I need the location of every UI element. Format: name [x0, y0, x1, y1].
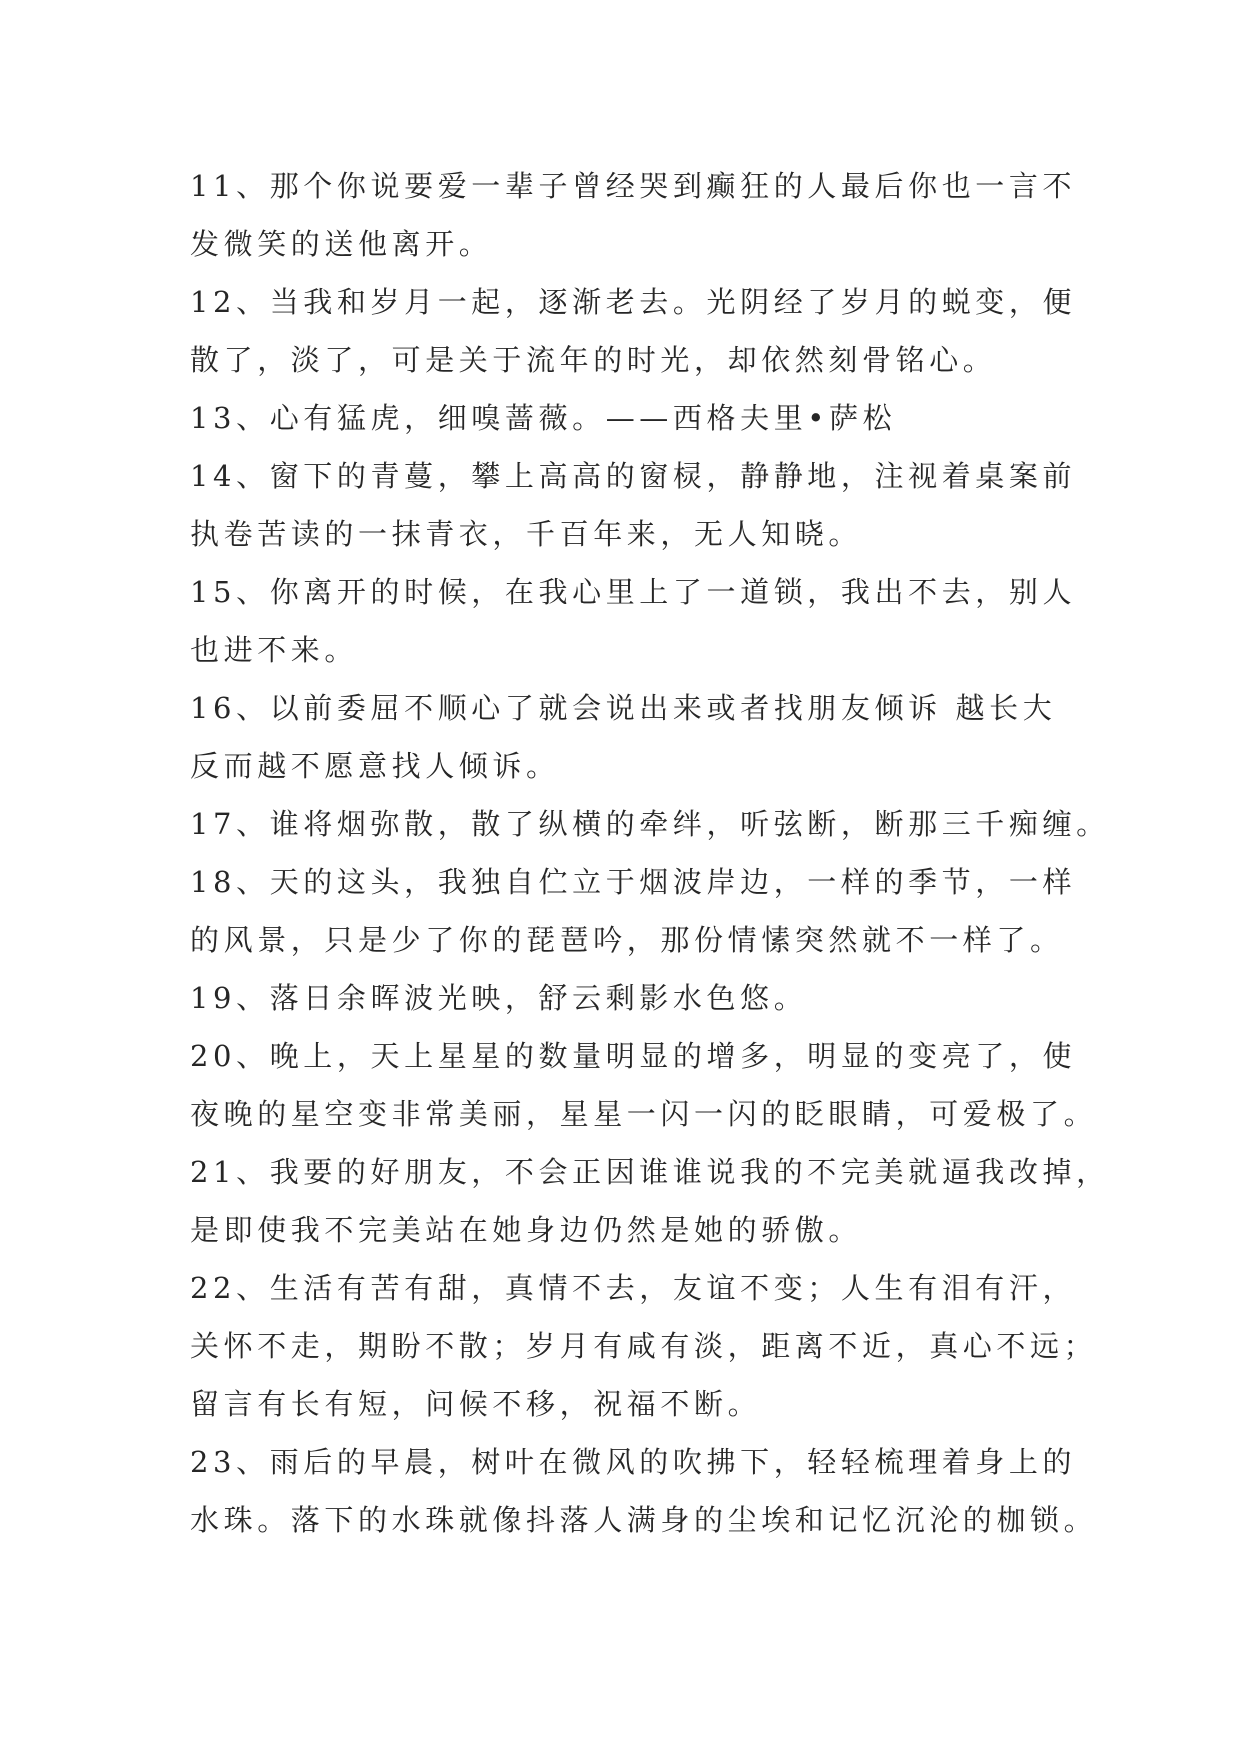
list-item: [190, 157, 1077, 273]
text-line: 执卷苦读的一抹青衣，千百年来，无人知晓。: [190, 517, 863, 551]
list-item: [190, 1433, 1098, 1549]
text-line: 关怀不走，期盼不散；岁月有咸有淡，距离不近，真心不远；: [190, 1329, 1098, 1363]
text-line: 22、生活有苦有甜，真情不去，友谊不变；人生有泪有汗，: [190, 1271, 1077, 1305]
text-line: 17、谁将烟弥散，散了纵横的牵绊，听弦断，断那三千痴缠。: [190, 807, 1110, 841]
text-line: 13、心有猛虎，细嗅蔷薇。——西格夫里•萨松: [190, 401, 897, 435]
text-line: 15、你离开的时候，在我心里上了一道锁，我出不去，别人: [190, 575, 1077, 609]
text-line: 是即使我不完美站在她身边仍然是她的骄傲。: [190, 1213, 863, 1247]
list-item: [190, 679, 1060, 795]
text-line: 水珠。落下的水珠就像抖落人满身的尘埃和记忆沉沦的枷锁。: [190, 1503, 1098, 1537]
text-line: 发微笑的送他离开。: [190, 227, 493, 261]
text-line: 14、窗下的青蔓，攀上高高的窗棂，静静地，注视着桌案前: [190, 459, 1077, 493]
list-item: [190, 273, 1077, 389]
text-line: 留言有长有短，问候不移，祝福不断。: [190, 1387, 762, 1421]
text-line: 散了，淡了，可是关于流年的时光，却依然刻骨铭心。: [190, 343, 997, 377]
text-line: 夜晚的星空变非常美丽，星星一闪一闪的眨眼睛，可爱极了。: [190, 1097, 1098, 1131]
text-line: 的风景，只是少了你的琵琶吟，那份情愫突然就不一样了。: [190, 923, 1064, 957]
list-item: [190, 969, 1060, 1027]
document-body: [190, 157, 1110, 1549]
text-line: 也进不来。: [190, 633, 359, 667]
text-line: 18、天的这头，我独自伫立于烟波岸边，一样的季节，一样: [190, 865, 1077, 899]
list-item: [190, 563, 1077, 679]
list-item: [190, 795, 1110, 853]
text-line: 反而越不愿意找人倾诉。: [190, 749, 560, 783]
text-line: 12、当我和岁月一起，逐渐老去。光阴经了岁月的蜕变，便: [190, 285, 1077, 319]
text-line: 20、晚上，天上星星的数量明显的增多，明显的变亮了，使: [190, 1039, 1077, 1073]
text-line: 11、那个你说要爱一辈子曾经哭到癫狂的人最后你也一言不: [190, 169, 1077, 203]
list-item: [190, 1027, 1098, 1143]
text-line: 16、以前委屈不顺心了就会说出来或者找朋友倾诉 越长大: [190, 691, 1057, 725]
text-line: 23、雨后的早晨，树叶在微风的吹拂下，轻轻梳理着身上的: [190, 1445, 1077, 1479]
list-item: [190, 1259, 1098, 1433]
list-item: [190, 853, 1077, 969]
list-item: [190, 389, 1060, 447]
list-item: [190, 447, 1077, 563]
text-line: 19、落日余晖波光映，舒云剩影水色悠。: [190, 981, 808, 1015]
text-line: 21、我要的好朋友，不会正因谁谁说我的不完美就逼我改掉，: [190, 1155, 1110, 1189]
list-item: [190, 1143, 1110, 1259]
